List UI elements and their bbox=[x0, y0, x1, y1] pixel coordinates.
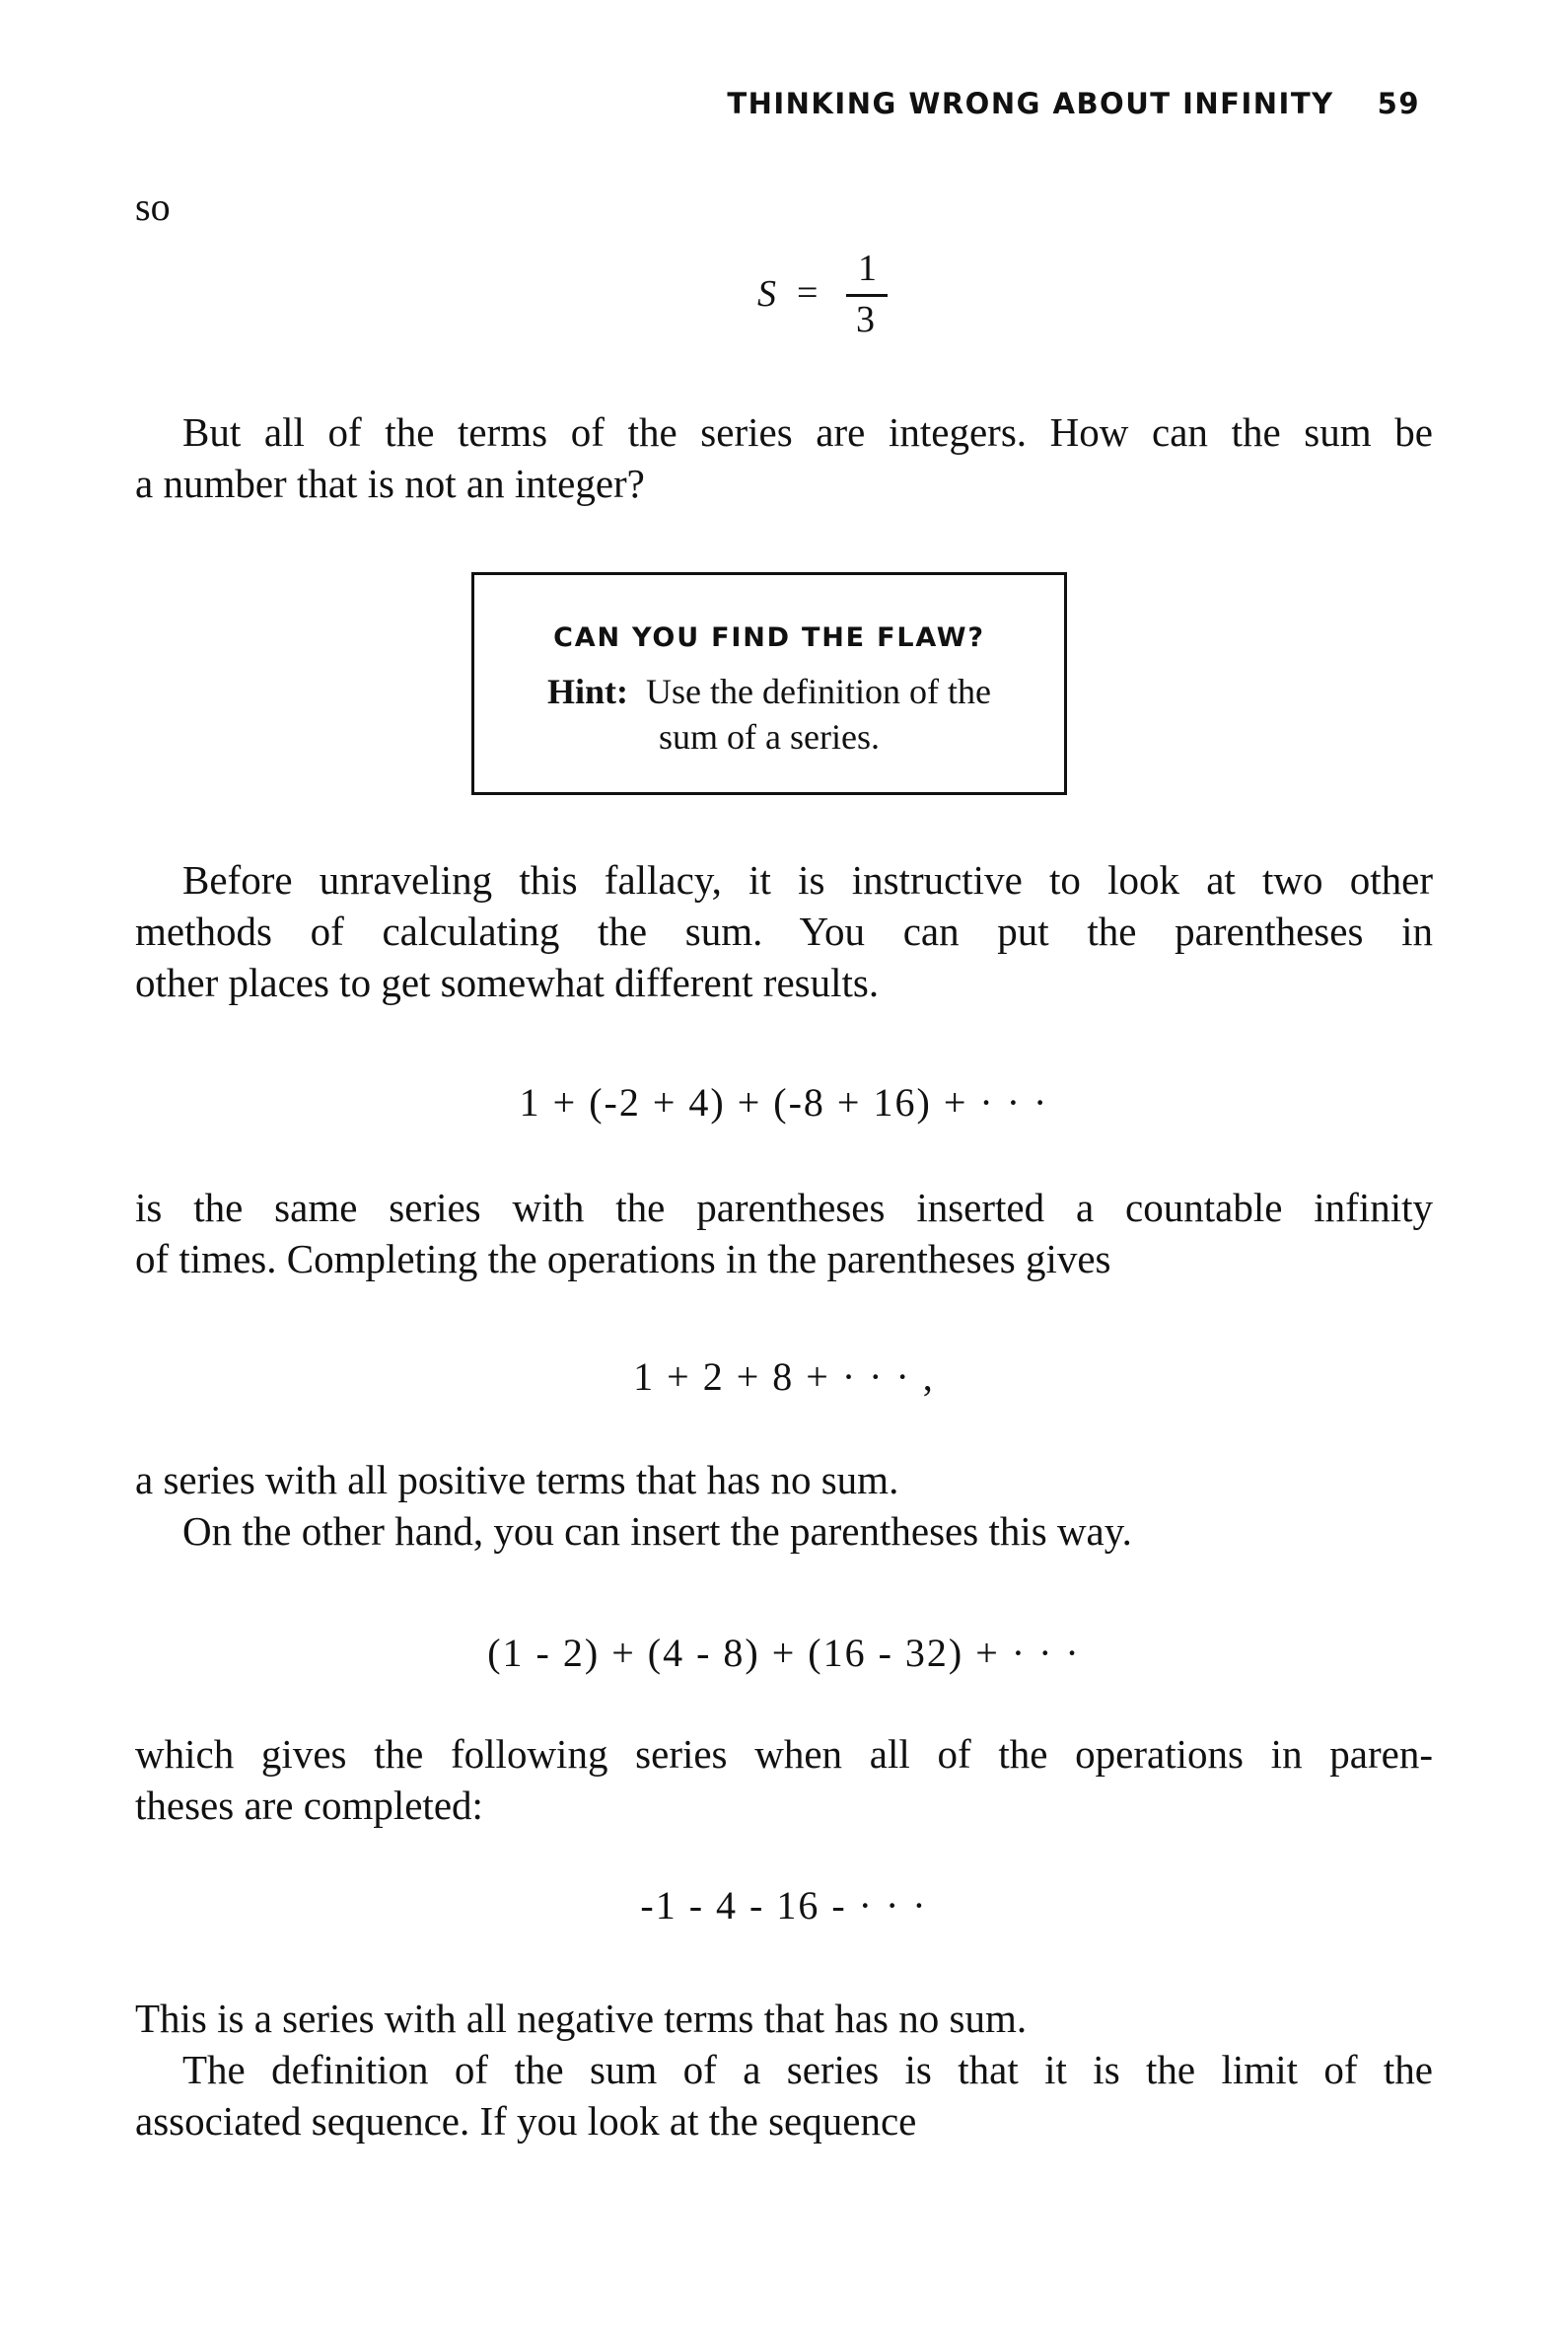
paragraph-line: associated sequence. If you look at the sequence bbox=[135, 2098, 917, 2144]
paragraph-positive-no-sum bbox=[135, 1454, 1433, 1505]
fraction-numerator: 1 bbox=[858, 248, 877, 289]
paragraph-line: Before unraveling this fallacy, it is instructive to look at two other bbox=[182, 857, 1433, 903]
paragraph-same-series bbox=[135, 1182, 1433, 1284]
flaw-hint-box bbox=[471, 572, 1067, 795]
equation-s-equals-one-third bbox=[757, 247, 886, 345]
fraction-denominator: 3 bbox=[856, 299, 875, 340]
running-header bbox=[727, 87, 1420, 120]
paragraph-line: a series with all positive terms that has no sum. bbox=[135, 1457, 899, 1502]
paragraph-line: which gives the following series when all of the operations in paren- bbox=[135, 1731, 1433, 1777]
paragraph-other-hand bbox=[135, 1505, 1433, 1557]
paragraph-line: The definition of the sum of a series is that it is the limit of the bbox=[182, 2047, 1433, 2092]
paragraph-line: is the same series with the parentheses inserted a countable infinity bbox=[135, 1185, 1433, 1230]
paragraph-before-unraveling bbox=[135, 854, 1433, 1008]
hint-text-line2: sum of a series. bbox=[659, 717, 880, 757]
formula-grouping-one: 1 + (-2 + 4) + (-8 + 16) + · · · bbox=[519, 1080, 1049, 1125]
formula-positive-series: 1 + 2 + 8 + · · · , bbox=[633, 1354, 935, 1399]
paragraph-line: other places to get somewhat different results. bbox=[135, 960, 880, 1005]
hint-label: Hint: bbox=[547, 672, 629, 711]
running-header-title: THINKING WRONG ABOUT INFINITY bbox=[727, 87, 1334, 120]
word-so: so bbox=[135, 184, 171, 229]
page-number: 59 bbox=[1377, 87, 1420, 120]
flaw-box-hint bbox=[474, 669, 1064, 760]
paragraph-integers-question bbox=[135, 406, 1433, 509]
paragraph-negative-no-sum bbox=[135, 1993, 1433, 2044]
equation-variable: S bbox=[757, 273, 776, 315]
paragraph-line: But all of the terms of the series are integers. How can the sum be bbox=[182, 409, 1433, 455]
flaw-box-title: CAN YOU FIND THE FLAW? bbox=[553, 622, 985, 653]
paragraph-which-gives bbox=[135, 1728, 1433, 1831]
hint-text-line1: Use the definition of the bbox=[646, 672, 991, 711]
paragraph-line: a number that is not an integer? bbox=[135, 461, 645, 506]
equation-equals-sign: = bbox=[797, 272, 819, 314]
paragraph-line: On the other hand, you can insert the parentheses this way. bbox=[182, 1508, 1132, 1554]
paragraph-line: This is a series with all negative terms that has no sum. bbox=[135, 1996, 1028, 2041]
fraction-bar bbox=[846, 294, 888, 297]
paragraph-line: methods of calculating the sum. You can put the parentheses in bbox=[135, 909, 1433, 954]
paragraph-line: theses are completed: bbox=[135, 1782, 483, 1828]
formula-negative-series: -1 - 4 - 16 - · · · bbox=[640, 1883, 928, 1928]
paragraph-definition-sum bbox=[135, 2044, 1433, 2146]
paragraph-line: of times. Completing the operations in the parentheses gives bbox=[135, 1236, 1111, 1281]
formula-grouping-two: (1 - 2) + (4 - 8) + (16 - 32) + · · · bbox=[487, 1631, 1081, 1675]
